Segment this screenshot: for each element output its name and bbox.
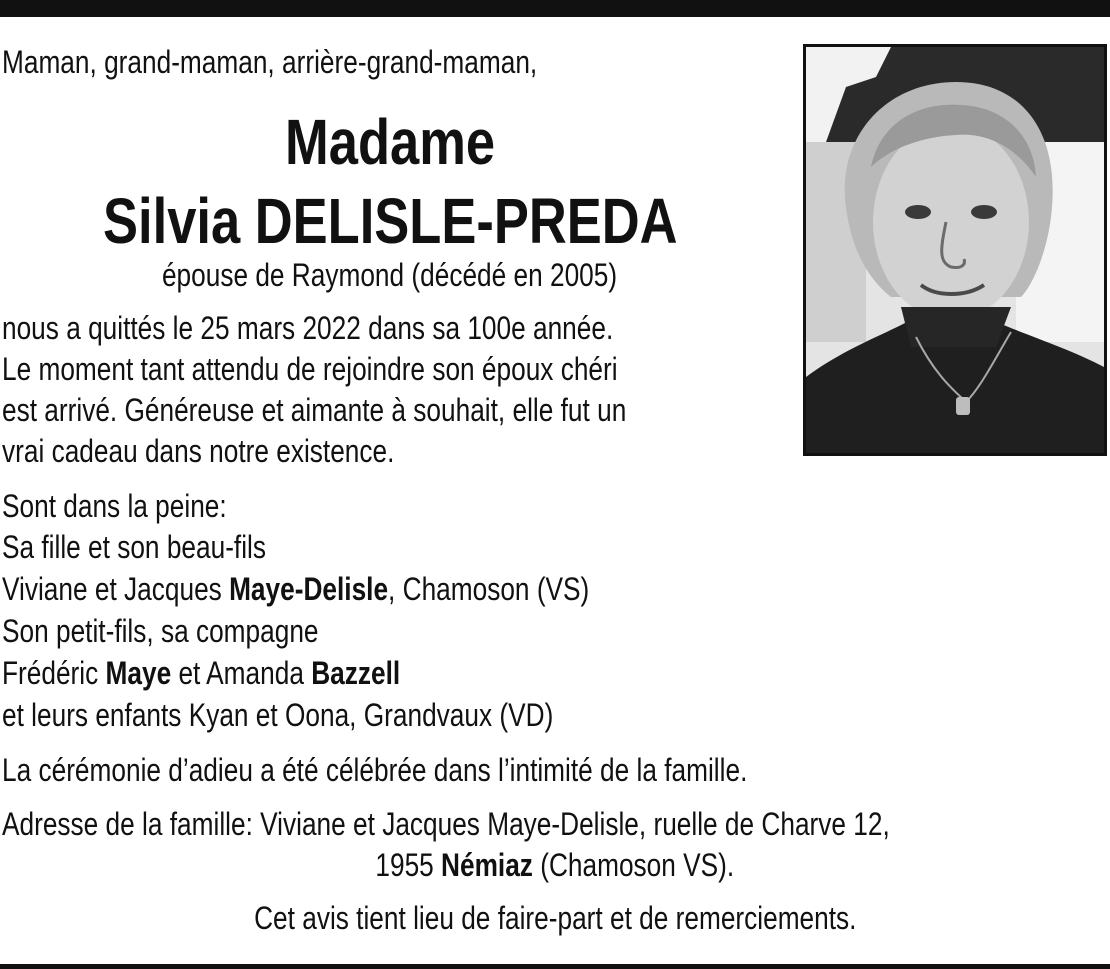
family-line: Frédéric Maye et Amanda Bazzell	[2, 655, 401, 691]
message-line: est arrivé. Généreuse et aimante à souhait, elle fut un	[2, 392, 627, 428]
top-rule	[0, 0, 1110, 17]
family-heading: Sont dans la peine:	[2, 488, 227, 524]
family-line: Viviane et Jacques Maye-Delisle, Chamoson (VS)	[2, 571, 590, 607]
title-madame: Madame	[285, 106, 495, 178]
family-line: et leurs enfants Kyan et Oona, Grandvaux (VD)	[2, 697, 554, 733]
family-line: Son petit-fils, sa compagne	[2, 613, 319, 649]
address-line: Adresse de la famille: Viviane et Jacques Maye-Delisle, ruelle de Charve 12,	[2, 806, 890, 842]
ceremony-text: La cérémonie d’adieu a été célébrée dans l’intimité de la famille.	[2, 752, 748, 788]
message-line: nous a quittés le 25 mars 2022 dans sa 100e année.	[2, 310, 614, 346]
spouse-line: épouse de Raymond (décédé en 2005)	[162, 257, 618, 293]
portrait-photo	[803, 44, 1107, 456]
message-line: Le moment tant attendu de rejoindre son époux chéri	[2, 351, 618, 387]
message-line: vrai cadeau dans notre existence.	[2, 433, 395, 469]
intro-text: Maman, grand-maman, arrière-grand-maman,	[2, 44, 538, 80]
closing-text: Cet avis tient lieu de faire-part et de remerciements.	[253, 900, 857, 936]
bottom-rule	[0, 964, 1110, 969]
deceased-name: Silvia DELISLE-PREDA	[102, 185, 678, 257]
address-line: 1955 Némiaz (Chamoson VS).	[375, 847, 735, 883]
family-line: Sa fille et son beau-fils	[2, 529, 267, 565]
